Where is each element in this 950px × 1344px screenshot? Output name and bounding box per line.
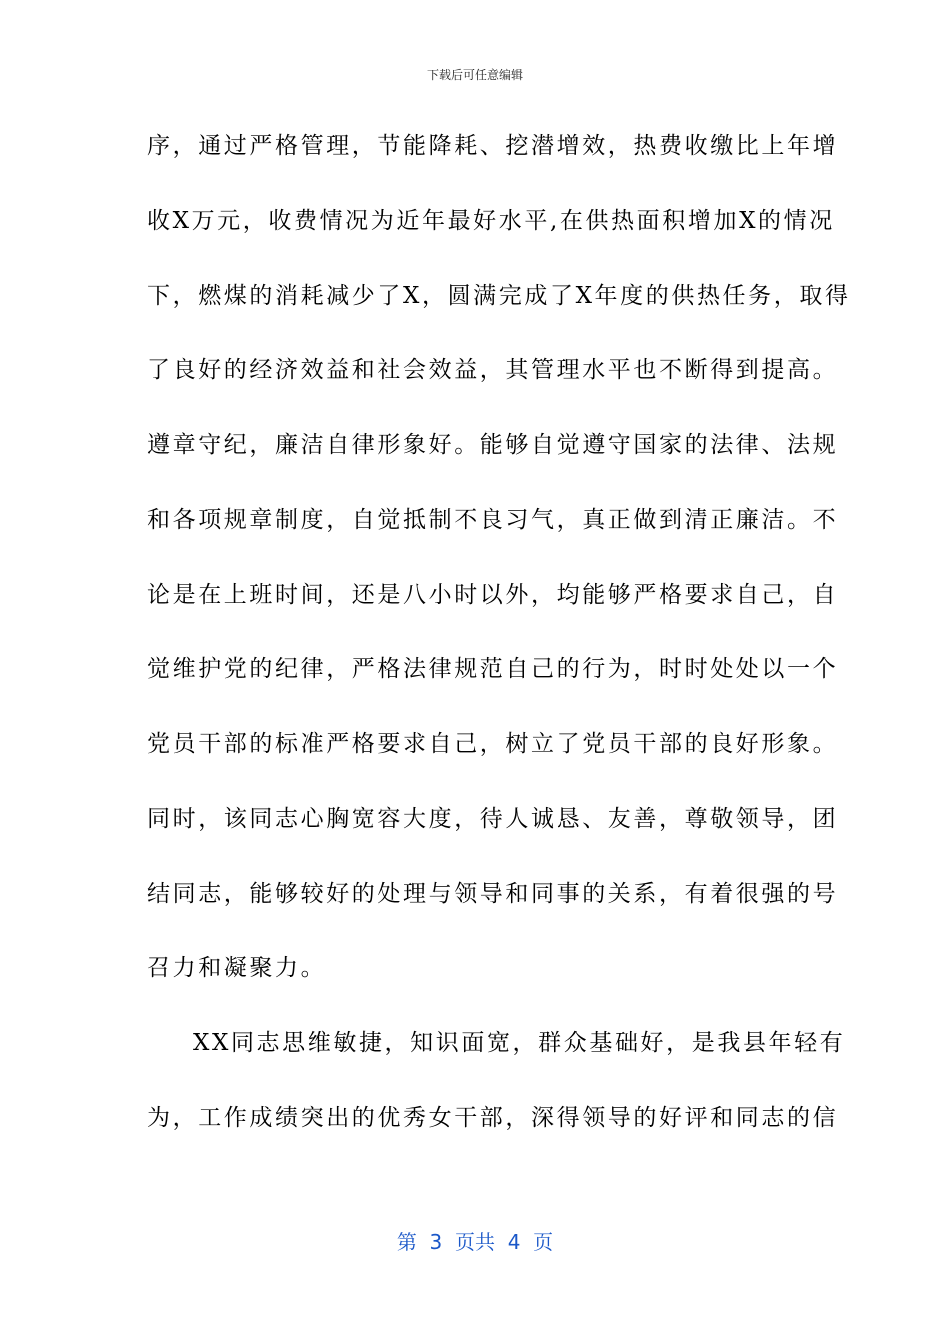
body-text-line: 下，燃煤的消耗减少了X，圆满完成了X年度的供热任务，取得 (147, 283, 851, 309)
body-text-line: 遵章守纪，廉洁自律形象好。能够自觉遵守国家的法律、法规 (147, 432, 839, 458)
body-text-line-indented: XX同志思维敏捷，知识面宽，群众基础好，是我县年轻有 (193, 1030, 846, 1056)
body-text-line: 同时，该同志心胸宽容大度，待人诚恳、友善，尊敬领导，团 (147, 806, 839, 832)
body-text-line: 觉维护党的纪律，严格法律规范自己的行为，时时处处以一个 (147, 656, 839, 682)
body-text-line: 收X万元，收费情况为近年最好水平,在供热面积增加X的情况 (147, 208, 835, 234)
body-text-line: 召力和凝聚力。 (147, 955, 327, 981)
body-text-line: 和各项规章制度，自觉抵制不良习气，真正做到清正廉洁。不 (147, 507, 839, 533)
body-text-line: 为，工作成绩突出的优秀女干部，深得领导的好评和同志的信 (147, 1105, 839, 1131)
page-number-footer: 第 3 页共 4 页 (396, 1230, 554, 1254)
body-text-line: 了良好的经济效益和社会效益，其管理水平也不断得到提高。 (147, 357, 839, 383)
page-header: 下载后可任意编辑 (426, 68, 523, 82)
body-text-line: 序，通过严格管理，节能降耗、挖潜增效，热费收缴比上年增 (147, 133, 839, 159)
body-text-line: 结同志，能够较好的处理与领导和同事的关系，有着很强的号 (147, 881, 839, 907)
body-text-line: 论是在上班时间，还是八小时以外，均能够严格要求自己，自 (147, 582, 839, 608)
body-text-line: 党员干部的标准严格要求自己，树立了党员干部的良好形象。 (147, 731, 839, 757)
